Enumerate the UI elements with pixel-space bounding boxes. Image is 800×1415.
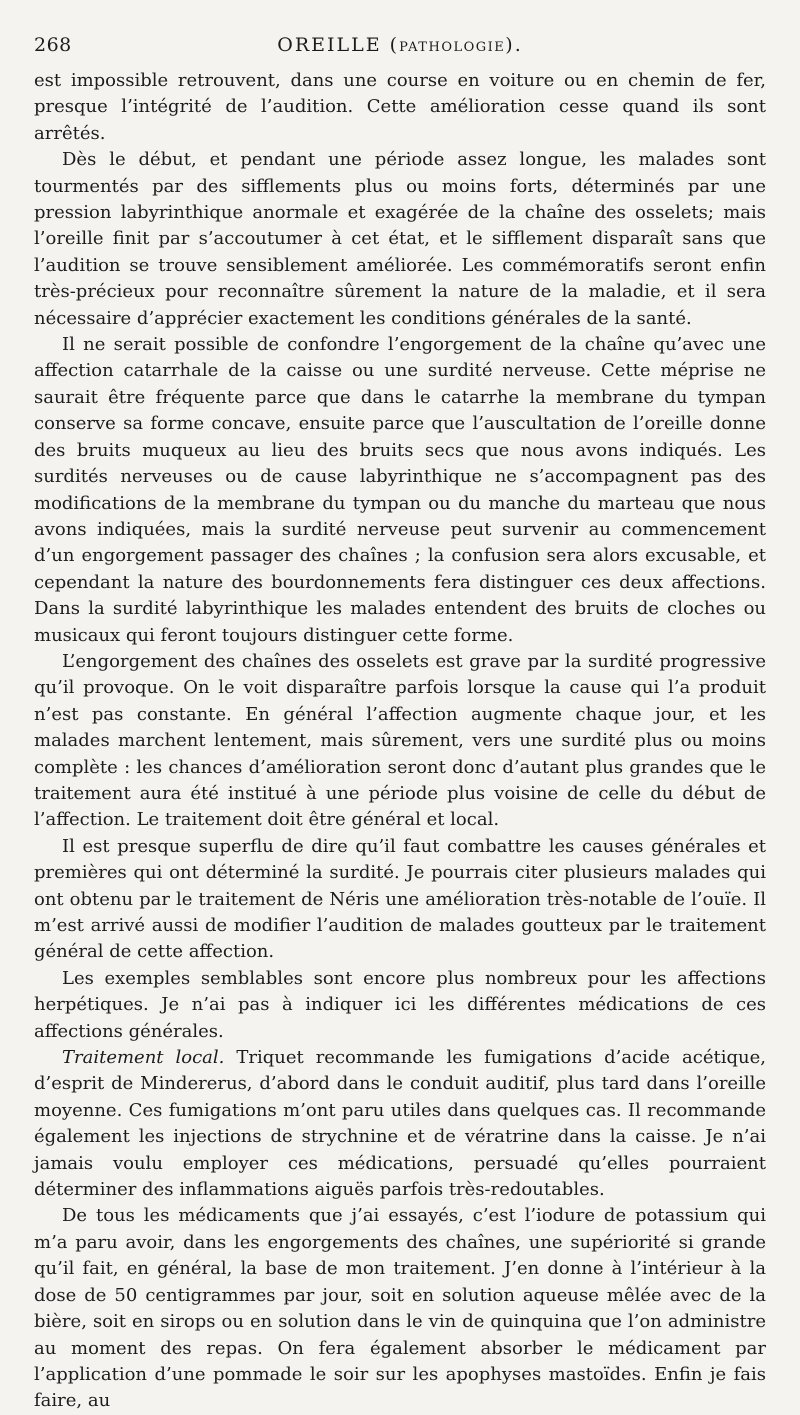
paragraph: Il ne serait possible de confondre l’engorgement de la chaîne qu’avec une affection catarrhale de la caisse ou une surdité nerveuse. Cette méprise ne saurait être fréquente parce que dans le catarrhe la membrane du tympan conserve sa forme concave, ensuite parce que l’auscultation de l’oreille donne des bruits muqueux au lieu des bruits secs que nous avons indiqués. Les surdités nerveuses ou de cause labyrinthique ne s’accompagnent pas des modifications de la membrane du tympan ou du manche du marteau que nous avons indiquées, mais la surdité nerveuse peut survenir au commencement d’un engorgement passager des chaînes ; la confusion sera alors excusable, et cependant la nature des bourdonnements fera distinguer ces deux affections. Dans la surdité labyrinthique les malades entendent des bruits de cloches ou musicaux qui feront toujours distinguer cette forme. xyxy=(34,334,766,646)
paragraph: est impossible retrouvent, dans une course en voiture ou en chemin de fer, presque l’intégrité de l’audition. Cette amélioration cesse quand ils sont arrêtés. xyxy=(34,70,766,144)
paragraph: L’engorgement des chaînes des osselets est grave par la surdité progressive qu’il provoque. On le voit disparaître parfois lorsque la cause qui l’a produit n’est pas constante. En général l’affection augmente chaque jour, et les malades marchent lentement, mais sûrement, vers une surdité plus ou moins complète : les chances d’amélioration seront donc d’autant plus grandes que le traitement aura été institué à une période plus voisine de celle du début de l’affection. Le traitement doit être général et local. xyxy=(34,650,766,831)
paragraph: De tous les médicaments que j’ai essayés, c’est l’iodure de potassium qui m’a paru avoir, dans les engorgements des chaînes, une supériorité si grande qu’il fait, en général, la base de mon traitement. J’en donne à l’intérieur à la dose de 50 centigrammes par jour, soit en solution aqueuse mêlée avec de la bière, soit en sirops ou en solution dans le vin de quinquina que l’on administre au moment des repas. On fera également absorber le médicament par l’application d’une pommade le soir sur les apophyses mastoïdes. Enfin je fais faire, au xyxy=(34,1205,766,1412)
running-head: OREILLE (PATHOLOGIE). xyxy=(277,34,523,56)
paragraph: Dès le début, et pendant une période assez longue, les malades sont tourmentés par des sifflements plus ou moins forts, déterminés par une pression labyrinthique anormale et exagérée de la chaîne des osselets; mais l’oreille finit par s’accoutumer à cet état, et le sifflement disparaît sans que l’audition se trouve sensiblement améliorée. Les commémoratifs seront enfin très-précieux pour reconnaître sûrement la nature de la maladie, et il sera nécessaire d’apprécier exactement les conditions générales de la santé. xyxy=(34,149,766,329)
paragraph: Il est presque superflu de dire qu’il faut combattre les causes générales et premières qui ont déterminé la surdité. Je pourrais citer plusieurs malades qui ont obtenu par le traitement de Néris une amélioration très-notable de l’ouïe. Il m’est arrivé aussi de modifier l’audition de malades goutteux par le traitement général de cette affection. xyxy=(34,835,766,963)
running-head-title: OREILLE xyxy=(277,34,382,56)
running-head-subtitle: PATHOLOGIE xyxy=(399,40,506,55)
page-number: 268 xyxy=(34,34,72,56)
paragraph-text: Triquet recommande les fumigations d’acide acétique, d’esprit de Mindererus, d’abord dans le conduit auditif, plus tard dans l’oreille moyenne. Ces fumigations m’ont paru utiles dans quelques cas. Il recommande également les injections de strychnine et de vératrine dans la caisse. Je n’ai jamais voulu employer ces médications, persuadé qu’elles pourraient déterminer des inflammations aiguës parfois très-redoutables. xyxy=(34,1047,766,1201)
page-header xyxy=(34,24,766,64)
section-heading-inline: Traitement local. xyxy=(62,1047,225,1069)
paragraph xyxy=(34,1045,766,1203)
paragraph: Les exemples semblables sont encore plus nombreux pour les affections herpétiques. Je n’ai pas à indiquer ici les différentes médications de ces affections générales. xyxy=(34,967,766,1042)
body-text xyxy=(34,68,766,1415)
